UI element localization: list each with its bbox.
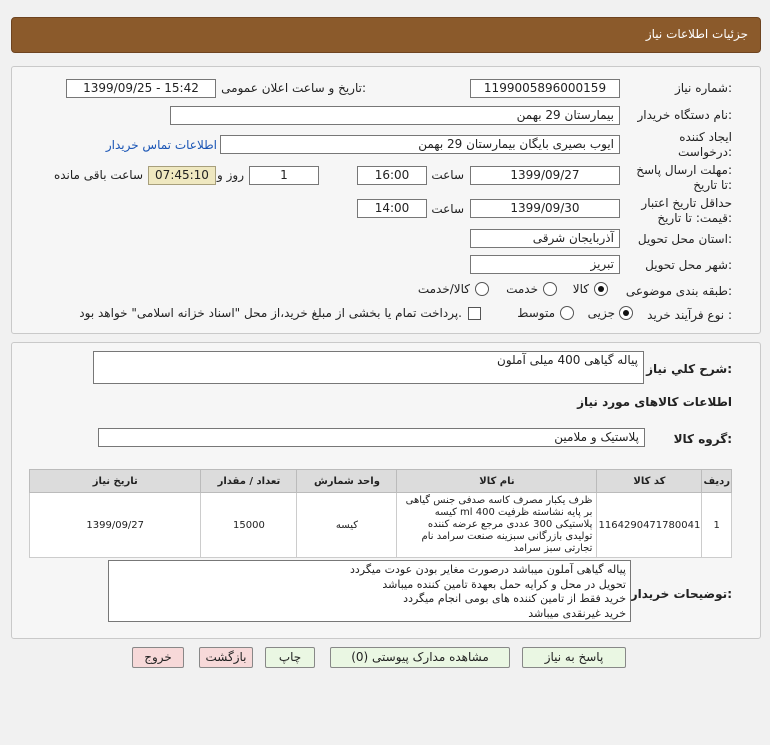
print-button[interactable]: چاپ	[265, 647, 315, 668]
process-radio-minor[interactable]	[619, 306, 633, 320]
cell-code: 1164290471780041	[597, 493, 702, 558]
city-label: شهر محل تحویل:	[645, 258, 732, 272]
deadline-label-2: تا تاریخ:	[693, 178, 732, 192]
reply-button[interactable]: پاسخ به نیاز	[522, 647, 626, 668]
process-option-medium: متوسط	[517, 306, 555, 320]
creator-field: ایوب بصیری بایگان بیمارستان 29 بهمن	[220, 135, 620, 154]
note-line: خرید فقط از تامین کننده های بومی انجام میگردد	[403, 592, 626, 605]
buyer-org-label: نام دستگاه خریدار:	[637, 108, 732, 122]
goods-info-heading: اطلاعات کالاهای مورد نیاز	[577, 395, 732, 409]
exit-button[interactable]: خروج	[132, 647, 184, 668]
note-line: خرید غیرنقدی میباشد	[528, 606, 626, 620]
buyer-notes-label: توضیحات خریدار:	[630, 587, 732, 601]
col-row: ردیف	[702, 470, 732, 493]
validity-time-label: ساعت	[431, 202, 464, 216]
city-field: تبریز	[470, 255, 620, 274]
deadline-time-field: 16:00	[357, 166, 427, 185]
note-line: تحویل در محل و کرایه حمل بعهدة تامین کننده میباشد	[382, 577, 626, 591]
deadline-time-label: ساعت	[431, 168, 464, 182]
buyer-contact-link[interactable]: اطلاعات تماس خریدار	[105, 138, 217, 152]
need-number-label: شماره نیاز:	[674, 81, 732, 95]
cell-date: 1399/09/27	[30, 493, 201, 558]
page-title: جزئیات اطلاعات نیاز	[645, 27, 748, 41]
category-radio-service[interactable]	[543, 282, 557, 296]
category-option-service: خدمت	[506, 282, 538, 296]
summary-field: پیاله گیاهی 400 میلی آملون	[93, 351, 644, 384]
group-label: گروه کالا:	[673, 432, 732, 446]
category-radio-goods[interactable]	[594, 282, 608, 296]
announce-datetime-label: تاریخ و ساعت اعلان عمومی:	[221, 81, 366, 95]
cell-row: 1	[702, 493, 732, 558]
category-option-goods-service: کالا/خدمت	[417, 282, 470, 296]
category-label: طبقه بندی موضوعی:	[625, 284, 732, 298]
deadline-label-1: مهلت ارسال پاسخ:	[636, 163, 732, 177]
col-code: کد کالا	[597, 470, 702, 493]
process-radio-medium[interactable]	[560, 306, 574, 320]
deadline-date-field: 1399/09/27	[470, 166, 620, 185]
category-option-goods: کالا	[572, 282, 589, 296]
items-table	[29, 469, 732, 558]
col-qty: تعداد / مقدار	[201, 470, 297, 493]
back-button[interactable]: بازگشت	[199, 647, 253, 668]
validity-label-2: قیمت: تا تاریخ:	[657, 211, 732, 225]
buyer-org-field: بیمارستان 29 بهمن	[170, 106, 620, 125]
validity-label-1: حداقل تاریخ اعتبار	[641, 196, 732, 210]
note-line: پیاله گیاهی آملون میباشد درصورت مغایر بودن عودت میگردد	[349, 563, 626, 576]
buyer-notes-box	[108, 560, 631, 622]
col-date: تاریخ نیاز	[30, 470, 201, 493]
remaining-label: ساعت باقی مانده	[53, 168, 143, 182]
days-label: روز و	[217, 168, 244, 182]
cell-name: ظرف یکبار مصرف کاسه صدفی جنس گیاهی بر پایه نشاسته ظرفیت 400 ml کیسه پلاستیکی 300 عددی مرجع عرضه کننده تولیدی بازرگانی سبزینه صنعت سرامد نام تجارتی سبز سرامد	[397, 493, 597, 558]
creator-label-1: ایجاد کننده	[679, 130, 732, 144]
summary-label: شرح کلي نياز:	[646, 362, 732, 376]
process-option-minor: جزیی	[587, 306, 615, 320]
province-field: آذربایجان شرقی	[470, 229, 620, 248]
process-label: نوع فرآیند خرید :	[647, 308, 732, 322]
validity-time-field: 14:00	[357, 199, 427, 218]
col-name: نام کالا	[397, 470, 597, 493]
page-header	[11, 17, 761, 53]
view-attachments-button[interactable]: مشاهده مدارک پیوستی (0)	[330, 647, 510, 668]
cell-qty: 15000	[201, 493, 297, 558]
validity-date-field: 1399/09/30	[470, 199, 620, 218]
days-field: 1	[249, 166, 319, 185]
items-table-header	[30, 470, 732, 493]
province-label: استان محل تحویل:	[637, 232, 732, 246]
announce-datetime-field: 1399/09/25 - 15:42	[66, 79, 216, 98]
category-radio-goods-service[interactable]	[475, 282, 489, 296]
need-number-field: 1199005896000159	[470, 79, 620, 98]
remaining-time-field: 07:45:10	[148, 166, 216, 185]
treasury-payment-note: پرداخت تمام یا بخشی از مبلغ خرید،از محل "اسناد خزانه اسلامی" خواهد بود.	[79, 306, 462, 320]
group-field: پلاستیک و ملامین	[98, 428, 645, 447]
treasury-payment-checkbox[interactable]	[468, 307, 481, 320]
cell-unit: کیسه	[297, 493, 397, 558]
col-unit: واحد شمارش	[297, 470, 397, 493]
creator-label-2: درخواست:	[678, 145, 732, 159]
table-row	[30, 493, 732, 558]
